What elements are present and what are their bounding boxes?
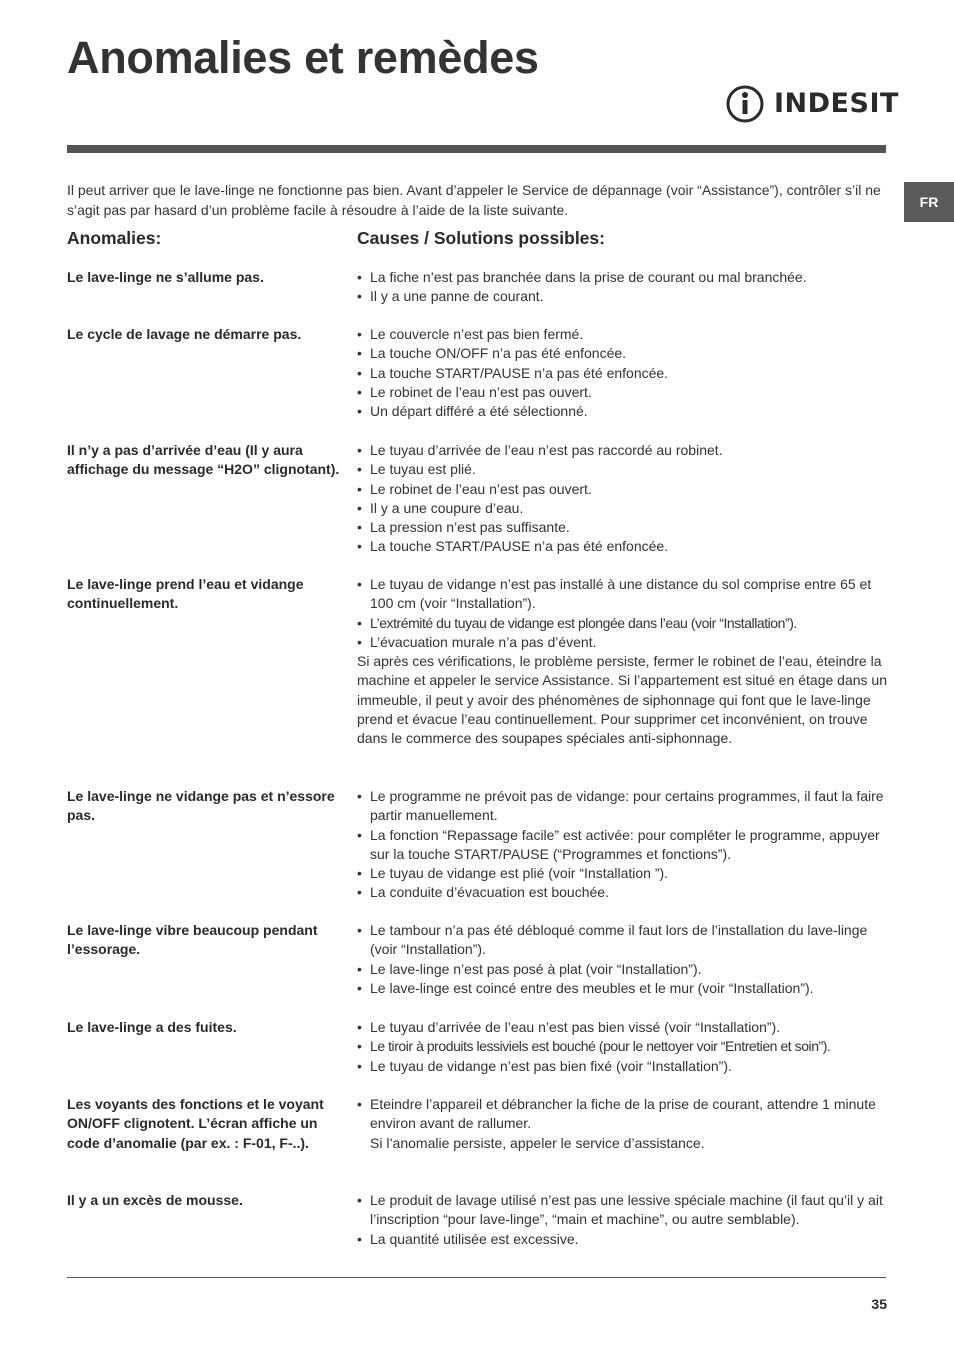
indesit-logo-icon [724, 84, 768, 124]
anomaly-label: Le lave-linge vibre beaucoup pendant l’essorage. [67, 922, 318, 958]
cause-item: • Un départ différé a été sélectionné. [357, 402, 887, 421]
cause-item: • Le tiroir à produits lessiviels est bouché (pour le nettoyer voir “Entretien et soin”). [357, 1037, 887, 1056]
cause-item: • Le robinet de l’eau n’est pas ouvert. [357, 480, 887, 499]
cause-item: • Le robinet de l’eau n’est pas ouvert. [357, 383, 887, 402]
anomaly-label: Le lave-linge prend l’eau et vidange continuellement. [67, 576, 304, 612]
cause-item: • La fonction “Repassage facile” est activée: pour compléter le programme, appuyer sur la touche START/PAUSE (“Programmes et fonctions”). [357, 826, 887, 865]
causes-list [357, 441, 887, 557]
cause-item: • Le tuyau d’arrivée de l’eau n’est pas raccordé au robinet. [357, 441, 887, 460]
causes-list [357, 1018, 887, 1076]
cause-item: • Le lave-linge est coincé entre des meubles et le mur (voir “Installation”). [357, 979, 887, 998]
causes-list [357, 787, 887, 903]
anomaly-label: Les voyants des fonctions et le voyant ON/OFF clignotent. L’écran affiche un code d’anomalie (par ex. : F-01, F-..). [67, 1096, 324, 1151]
cause-item: • Le tuyau de vidange n’est pas bien fixé (voir “Installation”). [357, 1057, 887, 1076]
cause-item: • La fiche n’est pas branchée dans la prise de courant ou mal branchée. [357, 268, 887, 287]
cause-note: Si l’anomalie persiste, appeler le service d’assistance. [370, 1134, 705, 1151]
causes-list [357, 268, 887, 307]
brand-logo [724, 84, 899, 124]
cause-item: • L’évacuation murale n’a pas d’évent. [357, 633, 887, 652]
cause-item: • La pression n’est pas suffisante. [357, 518, 887, 537]
page-title: Anomalies et remèdes [67, 32, 539, 83]
anomaly-label: Le lave-linge a des fuites. [67, 1019, 237, 1035]
intro-text: Il peut arriver que le lave-linge ne fonctionne pas bien. Avant d’appeler le Service de dépannage (voir “Assistance”), contrôler s’il ne s’agit pas par hasard d’un problème facile à résoudre à l’aide de la liste suivante. [67, 182, 881, 218]
footer-rule [67, 1277, 886, 1278]
anomalies-heading: Anomalies: [67, 228, 162, 248]
anomaly-label: Il n’y a pas d’arrivée d’eau (Il y aura affichage du message “H2O” clignotant). [67, 442, 340, 478]
cause-item: • La quantité utilisée est excessive. [357, 1230, 887, 1249]
causes-list [357, 1191, 887, 1249]
cause-item: • La touche START/PAUSE n’a pas été enfoncée. [357, 537, 887, 556]
cause-item: • Le couvercle n’est pas bien fermé. [357, 325, 887, 344]
page-number: 35 [871, 1296, 887, 1312]
cause-item: • La touche START/PAUSE n’a pas été enfoncée. [357, 364, 887, 383]
cause-item: • Eteindre l’appareil et débrancher la fiche de la prise de courant, attendre 1 minute environ avant de rallumer. [357, 1095, 887, 1134]
causes-list [357, 325, 887, 421]
brand-name: INDESIT [774, 88, 899, 119]
cause-item: • Le tuyau est plié. [357, 460, 887, 479]
language-tab: FR [904, 182, 954, 222]
cause-item: • Il y a une coupure d’eau. [357, 499, 887, 518]
cause-item: • La conduite d’évacuation est bouchée. [357, 883, 887, 902]
cause-item: • Le tuyau de vidange est plié (voir “Installation ”). [357, 864, 887, 883]
anomaly-label: Le cycle de lavage ne démarre pas. [67, 326, 302, 342]
cause-item: • Le tuyau d’arrivée de l’eau n’est pas bien vissé (voir “Installation”). [357, 1018, 887, 1037]
cause-item: • Le produit de lavage utilisé n’est pas une lessive spéciale machine (il faut qu’il y ait l’inscription “pour lave-linge”, “main et machine”, ou autre semblable). [357, 1191, 887, 1230]
anomaly-label: Le lave-linge ne vidange pas et n’essore pas. [67, 788, 335, 824]
cause-item: • Le tambour n’a pas été débloqué comme il faut lors de l’installation du lave-linge (voir “Installation”). [357, 921, 887, 960]
causes-list [357, 1095, 887, 1153]
cause-note: Si après ces vérifications, le problème persiste, fermer le robinet de l’eau, éteindre la machine et appeler le service Assistance. Si l’appartement est situé en étage dans un immeuble, il peut y avoir des phénomènes de siphonnage qui font que le lave-linge prend et évacue l’eau continuellement. Pour supprimer cet inconvénient, on trouve dans le commerce des soupapes spéciales anti-siphonnage. [357, 653, 887, 747]
cause-item: • Le tuyau de vidange n’est pas installé à une distance du sol comprise entre 65 et 100 cm (voir “Installation”). [357, 575, 887, 614]
causes-heading: Causes / Solutions possibles: [357, 228, 605, 248]
anomaly-label: Le lave-linge ne s’allume pas. [67, 269, 264, 285]
cause-item: • Le lave-linge n’est pas posé à plat (voir “Installation”). [357, 960, 887, 979]
cause-item: • Le programme ne prévoit pas de vidange: pour certains programmes, il faut la faire partir manuellement. [357, 787, 887, 826]
cause-item: • L’extrémité du tuyau de vidange est plongée dans l’eau (voir “Installation”). [357, 614, 887, 633]
causes-list [357, 575, 887, 749]
causes-list [357, 921, 887, 998]
cause-item: • Il y a une panne de courant. [357, 287, 887, 306]
header-rule [67, 145, 886, 153]
anomaly-label: Il y a un excès de mousse. [67, 1192, 243, 1208]
cause-item: • La touche ON/OFF n’a pas été enfoncée. [357, 344, 887, 363]
